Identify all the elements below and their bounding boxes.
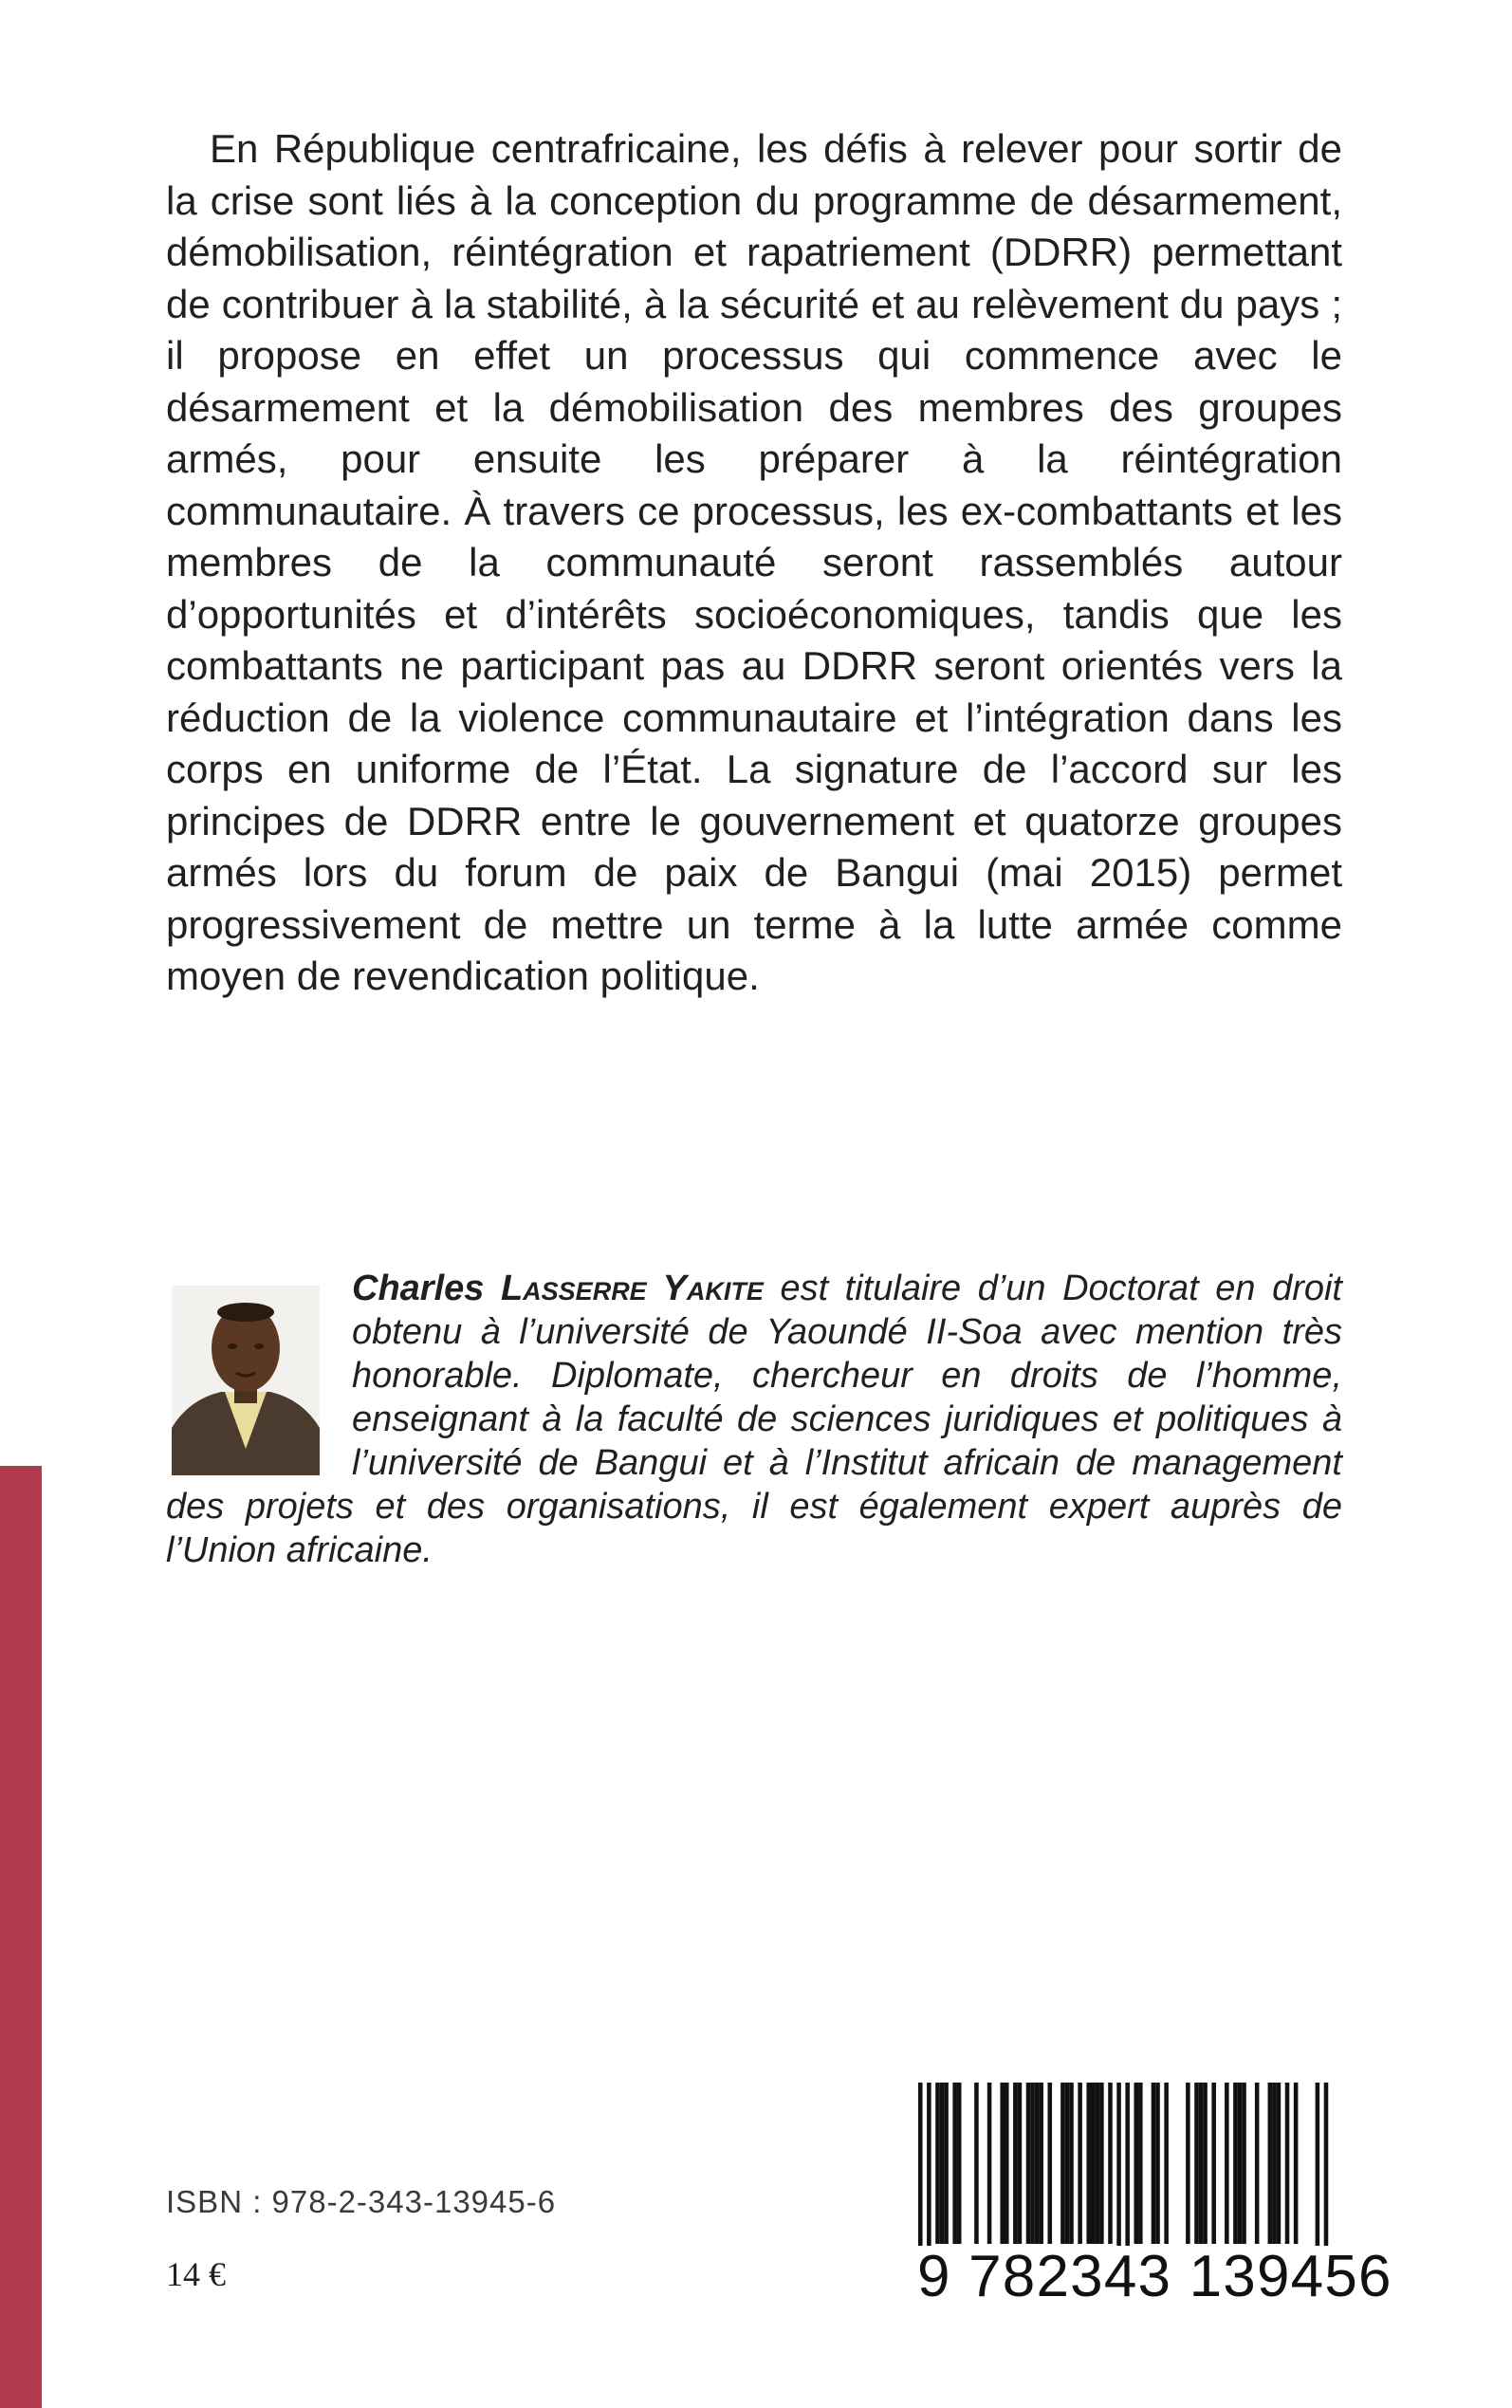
barcode-bar [940,2083,945,2244]
barcode-bars [898,2083,1352,2249]
price-label: 14 € [166,2255,226,2293]
barcode-bar [1164,2083,1169,2244]
barcode-bar [1152,2083,1156,2244]
barcode-bar [952,2083,957,2244]
barcode-bar [1099,2083,1104,2244]
barcode-bar [1324,2083,1329,2249]
back-cover-summary: En République centrafricaine, les défis à relever pour sortir de la crise sont liés à la conception du programme de désarmement, démobilisation, réintégration et rapatriement (DDRR) permettant de contribuer à la stabilité, à la sécurité et au relèvement du pays ; il propose en effet un processus qui commence avec le désarmement et la démobilisation des membres des groupes armés, pour ensuite les préparer à la réintégration communautaire. À travers ce processus, les ex-combattants et les membres de la communauté seront rassemblés autour d’opportunités et d’intérêts socioéconomiques, tandis que les combattants ne participant pas au DDRR seront orientés vers la réduction de la violence communautaire et l’intégration dans les corps en uniforme de l’État. La signature de l’accord sur les principes de DDRR entre le gouvernement et quatorze groupes armés lors du forum de paix de Bangui (mai 2015) permet progressivement de mettre un terme à la lutte armée comme moyen de revendication politique. [166,126,1342,998]
barcode-bar [1211,2083,1216,2244]
barcode-bar [1238,2083,1243,2244]
barcode-bar [1242,2083,1246,2244]
author-first-name: Charles [352,1269,485,1308]
author-section [166,1267,1342,1572]
barcode-bar [987,2083,992,2244]
barcode-bar [1026,2083,1031,2244]
barcode-bar [1316,2083,1320,2249]
barcode [898,2083,1392,2320]
spine-color-band [0,1466,42,2408]
barcode-bar [1048,2083,1053,2244]
barcode-bar [1030,2083,1035,2244]
barcode-bar [1013,2083,1018,2244]
isbn-label: ISBN : 978-2-343-13945-6 [166,2184,557,2219]
barcode-bar [935,2083,940,2244]
barcode-bar [1134,2083,1139,2244]
barcode-bar [1069,2083,1074,2244]
barcode-bar [1199,2083,1204,2244]
barcode-digits: 9 782343 139456 [917,2244,1392,2309]
author-photo [172,1286,320,1475]
barcode-bar [1194,2083,1199,2244]
barcode-bar [1108,2083,1113,2244]
barcode-bar [918,2083,923,2249]
barcode-bar [1000,2083,1005,2244]
author-surname: Lasserre Yakite [500,1269,764,1308]
barcode-bar [1018,2083,1023,2244]
barcode-bar [1225,2083,1229,2244]
barcode-bar [1065,2083,1070,2244]
barcode-bar [1294,2083,1299,2244]
barcode-bar [974,2083,979,2244]
barcode-bar [1116,2083,1121,2249]
author-bio [166,1267,1342,1572]
barcode-bar [957,2083,962,2244]
barcode-bar [1096,2083,1100,2244]
barcode-bar [1078,2083,1082,2244]
barcode-bar [1186,2083,1190,2244]
barcode-bar [1125,2083,1130,2249]
barcode-bar [1272,2083,1277,2244]
barcode-bar [1060,2083,1065,2244]
barcode-bar [1268,2083,1273,2244]
author-bio-text: est titulaire d’un Doctorat en droit obtenu à l’université de Yaoundé II-Soa avec mention très honorable. Diplomate, chercheur en droits de l’homme, enseignant à la faculté de sciences juridiques et politiques à l’université de Bangui et à l’Institut africain de management des projets et des organisations, il est également expert auprès de l’Union africaine. [166,1269,1342,1570]
barcode-bar [1138,2083,1143,2244]
barcode-bar [1039,2083,1043,2244]
barcode-bar [1233,2083,1238,2244]
barcode-bar [1203,2083,1208,2244]
barcode-bar [1255,2083,1260,2244]
author-portrait-icon [172,1286,320,1475]
barcode-bar [1285,2083,1290,2244]
barcode-bar [1277,2083,1282,2244]
barcode-bar [927,2083,931,2249]
barcode-bar [1086,2083,1091,2244]
barcode-bar [1035,2083,1040,2244]
barcode-bar [1005,2083,1009,2244]
barcode-bar [1091,2083,1096,2244]
barcode-bar [944,2083,949,2244]
barcode-bar [1155,2083,1160,2244]
